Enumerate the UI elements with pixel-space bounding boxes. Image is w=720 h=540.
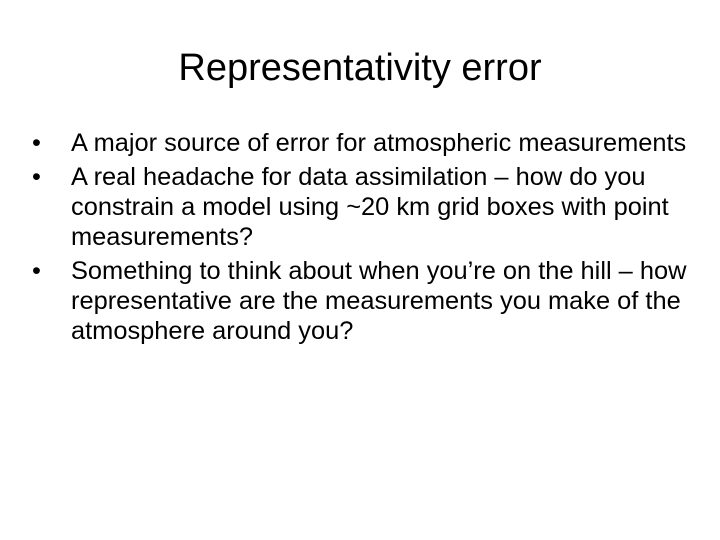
bullet-text: A real headache for data assimilation – how do you constrain a model using ~20 km grid boxes with point measurements? [71, 163, 669, 251]
bullet-item [32, 128, 692, 158]
bullet-text: A major source of error for atmospheric measurements [71, 129, 687, 157]
bullet-dot-icon: • [32, 163, 41, 191]
bullet-dot-icon: • [32, 129, 41, 157]
bullet-item [32, 256, 692, 346]
slide-title: Representativity error [178, 47, 542, 89]
bullet-item [32, 162, 692, 252]
bullet-dot-icon: • [32, 257, 41, 285]
bullet-list [32, 128, 692, 350]
bullet-text: Something to think about when you’re on the hill – how representative are the measurements you make of the atmosphere around you? [71, 257, 687, 345]
